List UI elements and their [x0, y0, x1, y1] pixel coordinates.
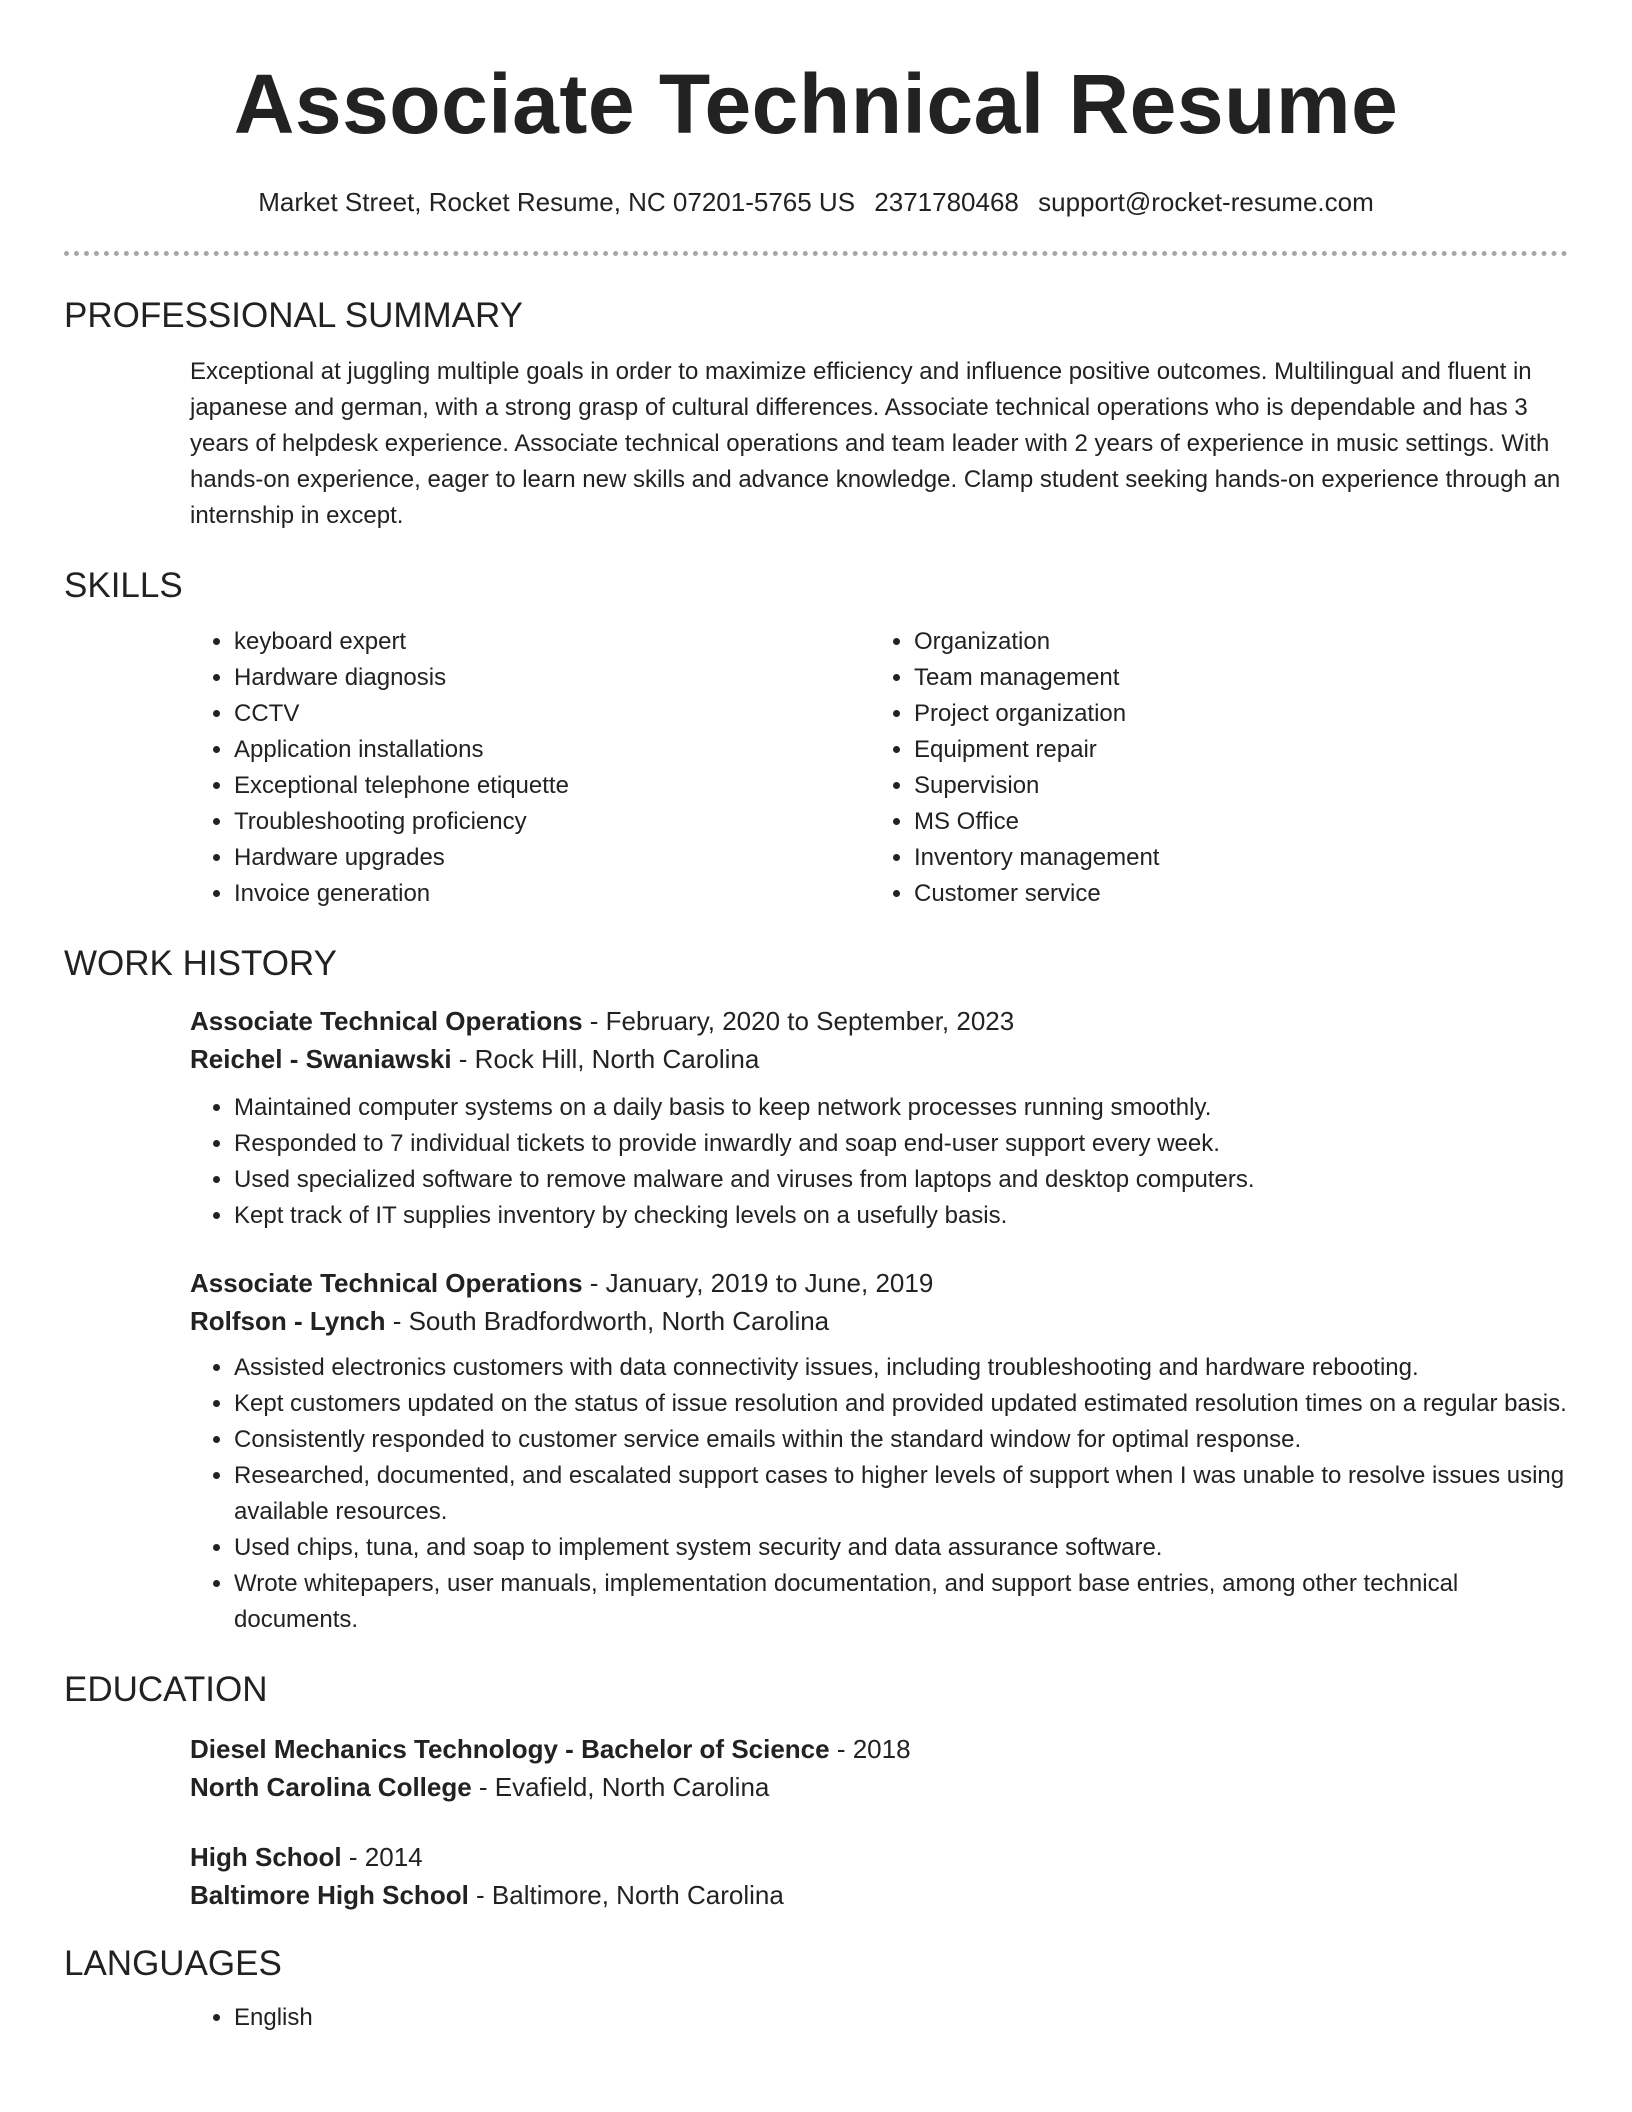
skill-item: • Invoice generation	[234, 876, 870, 912]
education-heading: EDUCATION	[64, 1670, 268, 1709]
job-company-line	[190, 1302, 1568, 1340]
work-heading: WORK HISTORY	[64, 944, 337, 983]
job-company: Reichel - Swaniawski	[190, 1044, 452, 1074]
skill-item: • Hardware diagnosis	[234, 660, 870, 696]
education-entry	[64, 1838, 1568, 1914]
job-title: Associate Technical Operations	[190, 1268, 583, 1298]
skill-item: • Inventory management	[914, 840, 1550, 876]
header-divider	[64, 251, 1568, 256]
education-school: Baltimore High School	[190, 1880, 469, 1910]
education-year: - 2014	[341, 1842, 423, 1872]
resume-page	[64, 0, 1568, 2036]
job-bullet: • Maintained computer systems on a daily basis to keep network processes running smoothly.	[234, 1090, 1568, 1126]
job-entry	[64, 1264, 1568, 1638]
skill-item: • CCTV	[234, 696, 870, 732]
skill-item: • keyboard expert	[234, 624, 870, 660]
job-company: Rolfson - Lynch	[190, 1306, 386, 1336]
skill-item: • Supervision	[914, 768, 1550, 804]
skill-item: • Application installations	[234, 732, 870, 768]
skills-heading: SKILLS	[64, 566, 183, 605]
education-school-line	[190, 1876, 1568, 1914]
languages-heading: LANGUAGES	[64, 1944, 282, 1983]
job-title-line	[190, 1264, 1568, 1302]
contact-phone: 2371780468	[874, 187, 1019, 217]
education-degree-line	[190, 1730, 1568, 1768]
education-location: - Evafield, North Carolina	[471, 1772, 770, 1802]
education-location: - Baltimore, North Carolina	[468, 1880, 784, 1910]
contact-email: support@rocket-resume.com	[1038, 187, 1374, 217]
job-bullet: • Assisted electronics customers with data connectivity issues, including troubleshooting and hardware rebooting.	[234, 1350, 1568, 1386]
job-bullet: • Kept track of IT supplies inventory by checking levels on a usefully basis.	[234, 1198, 1568, 1234]
education-section	[64, 1668, 1568, 1914]
job-bullet: • Kept customers updated on the status of issue resolution and provided updated estimated resolution times on a regular basis.	[234, 1386, 1568, 1422]
skill-item: • Troubleshooting proficiency	[234, 804, 870, 840]
job-bullet: • Consistently responded to customer service emails within the standard window for optimal response.	[234, 1422, 1568, 1458]
contact-address: Market Street, Rocket Resume, NC 07201-5765 US	[258, 187, 856, 217]
summary-heading: PROFESSIONAL SUMMARY	[64, 296, 523, 335]
skill-item: • Customer service	[914, 876, 1550, 912]
skills-section	[64, 564, 1568, 912]
language-item: • English	[234, 2000, 1568, 2036]
education-degree: High School	[190, 1842, 342, 1872]
job-dates: - January, 2019 to June, 2019	[582, 1268, 934, 1298]
languages-section	[64, 1942, 1568, 2036]
education-school: North Carolina College	[190, 1772, 472, 1802]
education-degree-line	[190, 1838, 1568, 1876]
education-entry	[64, 1730, 1568, 1806]
job-title: Associate Technical Operations	[190, 1006, 583, 1036]
skills-list-left	[190, 624, 870, 912]
skill-item: • Organization	[914, 624, 1550, 660]
job-bullets	[190, 1350, 1568, 1638]
job-location: - Rock Hill, North Carolina	[451, 1044, 760, 1074]
education-degree: Diesel Mechanics Technology - Bachelor of Science	[190, 1734, 830, 1764]
skill-item: • MS Office	[914, 804, 1550, 840]
skill-item: • Equipment repair	[914, 732, 1550, 768]
job-dates: - February, 2020 to September, 2023	[582, 1006, 1015, 1036]
languages-list	[190, 2000, 1568, 2036]
job-title-line	[190, 1002, 1568, 1040]
skill-item: • Hardware upgrades	[234, 840, 870, 876]
skill-item: • Team management	[914, 660, 1550, 696]
work-section	[64, 942, 1568, 1638]
job-entry	[64, 1002, 1568, 1234]
job-company-line	[190, 1040, 1568, 1078]
job-bullet: • Responded to 7 individual tickets to provide inwardly and soap end-user support every week.	[234, 1126, 1568, 1162]
skill-item: • Project organization	[914, 696, 1550, 732]
job-bullets	[190, 1090, 1568, 1234]
resume-title: Associate Technical Resume	[233, 57, 1399, 151]
job-bullet: • Used chips, tuna, and soap to implement system security and data assurance software.	[234, 1530, 1568, 1566]
job-location: - South Bradfordworth, North Carolina	[385, 1306, 830, 1336]
skill-item: • Exceptional telephone etiquette	[234, 768, 870, 804]
job-bullet: • Used specialized software to remove malware and viruses from laptops and desktop computers.	[234, 1162, 1568, 1198]
job-bullet: • Researched, documented, and escalated support cases to higher levels of support when I was unable to resolve issues using available resources.	[234, 1458, 1568, 1530]
education-year: - 2018	[829, 1734, 911, 1764]
job-bullet: • Wrote whitepapers, user manuals, implementation documentation, and support base entries, among other technical documents.	[234, 1566, 1568, 1638]
summary-section	[64, 294, 1568, 534]
contact-line	[64, 186, 1568, 218]
skills-list-right	[870, 624, 1550, 912]
education-school-line	[190, 1768, 1568, 1806]
summary-text: Exceptional at juggling multiple goals in order to maximize efficiency and influence positive outcomes. Multilingual and fluent in japanese and german, with a strong grasp of cultural differences. Associate technical operations who is dependable and has 3 years of helpdesk experience. Associate technical operations and team leader with 2 years of experience in music settings. With hands-on experience, eager to learn new skills and advance knowledge. Clamp student seeking hands-on experience through an internship in except.	[190, 358, 1561, 529]
